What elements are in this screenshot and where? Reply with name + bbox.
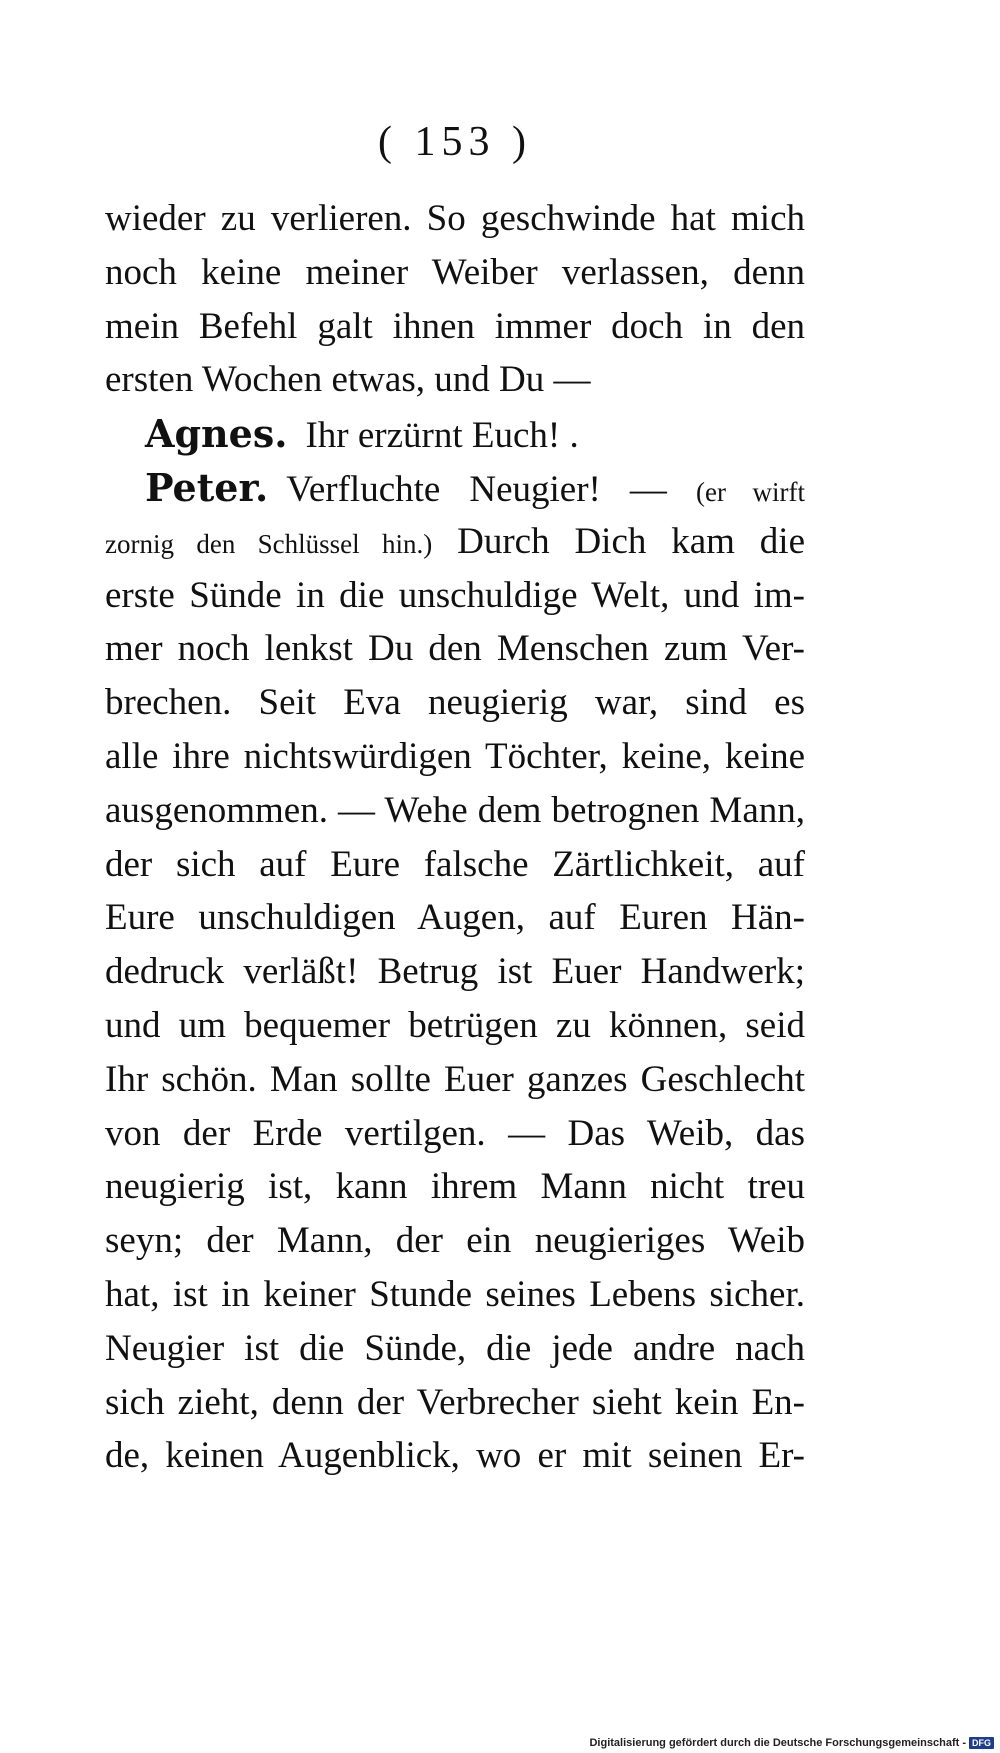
speech-peter	[105, 461, 805, 515]
text-line	[105, 515, 805, 569]
text-line: neugierig ist, kann ihrem Mann nicht treu	[105, 1166, 805, 1208]
stage-direction: zornig den Schlüssel hin.)	[105, 528, 433, 559]
text-line: hat, ist in keiner Stunde seines Lebens sicher.	[105, 1273, 805, 1315]
text-line: Ihr schön. Man sollte Euer ganzes Geschlecht	[105, 1058, 805, 1100]
page-number: ( 153 )	[378, 119, 532, 165]
text-line: brechen. Seit Eva neugierig war, sind es	[105, 682, 805, 724]
credit-text: Digitalisierung gefördert durch die Deutsche Forschungsgemeinschaft -	[589, 1737, 966, 1749]
text-line: der sich auf Eure falsche Zärtlichkeit, auf	[105, 843, 805, 885]
speech-text: Verfluchte Neugier! —	[286, 468, 667, 510]
dfg-logo: DFG	[969, 1737, 994, 1749]
speaker-name: Peter.	[145, 464, 269, 510]
text-line: erste Sünde in die unschuldige Welt, und im-	[105, 574, 805, 616]
speech-agnes	[105, 407, 805, 461]
text-line: noch keine meiner Weiber verlassen, denn	[105, 251, 805, 293]
text-line: alle ihre nichtswürdigen Töchter, keine, keine	[105, 735, 805, 777]
text-line: Neugier ist die Sünde, die jede andre nach	[105, 1327, 805, 1369]
digitization-credit	[589, 1737, 994, 1749]
speaker-name: Agnes.	[145, 411, 288, 457]
speech-text: Durch Dich kam die	[457, 520, 805, 562]
text-line: mein Befehl galt ihnen immer doch in den	[105, 305, 805, 347]
text-line: ausgenommen. — Wehe dem betrognen Mann,	[105, 789, 805, 831]
text-line: de, keinen Augenblick, wo er mit seinen Er-	[105, 1435, 805, 1477]
speech-text: Ihr erzürnt Euch! .	[305, 415, 579, 457]
text-line: seyn; der Mann, der ein neugieriges Weib	[105, 1220, 805, 1262]
text-line: Eure unschuldigen Augen, auf Euren Hän-	[105, 897, 805, 939]
text-line: mer noch lenkst Du den Menschen zum Ver-	[105, 628, 805, 670]
page-text	[105, 192, 805, 1483]
text-line: dedruck verläßt! Betrug ist Euer Handwerk;	[105, 951, 805, 993]
stage-direction: (er wirft	[696, 476, 805, 507]
text-line: ersten Wochen etwas, und Du —	[105, 359, 591, 401]
text-line: von der Erde vertilgen. — Das Weib, das	[105, 1112, 805, 1154]
text-line: und um bequemer betrügen zu können, seid	[105, 1004, 805, 1046]
text-line: sich zieht, denn der Verbrecher sieht kein En-	[105, 1381, 805, 1423]
text-line: wieder zu verlieren. So geschwinde hat mich	[105, 198, 805, 239]
